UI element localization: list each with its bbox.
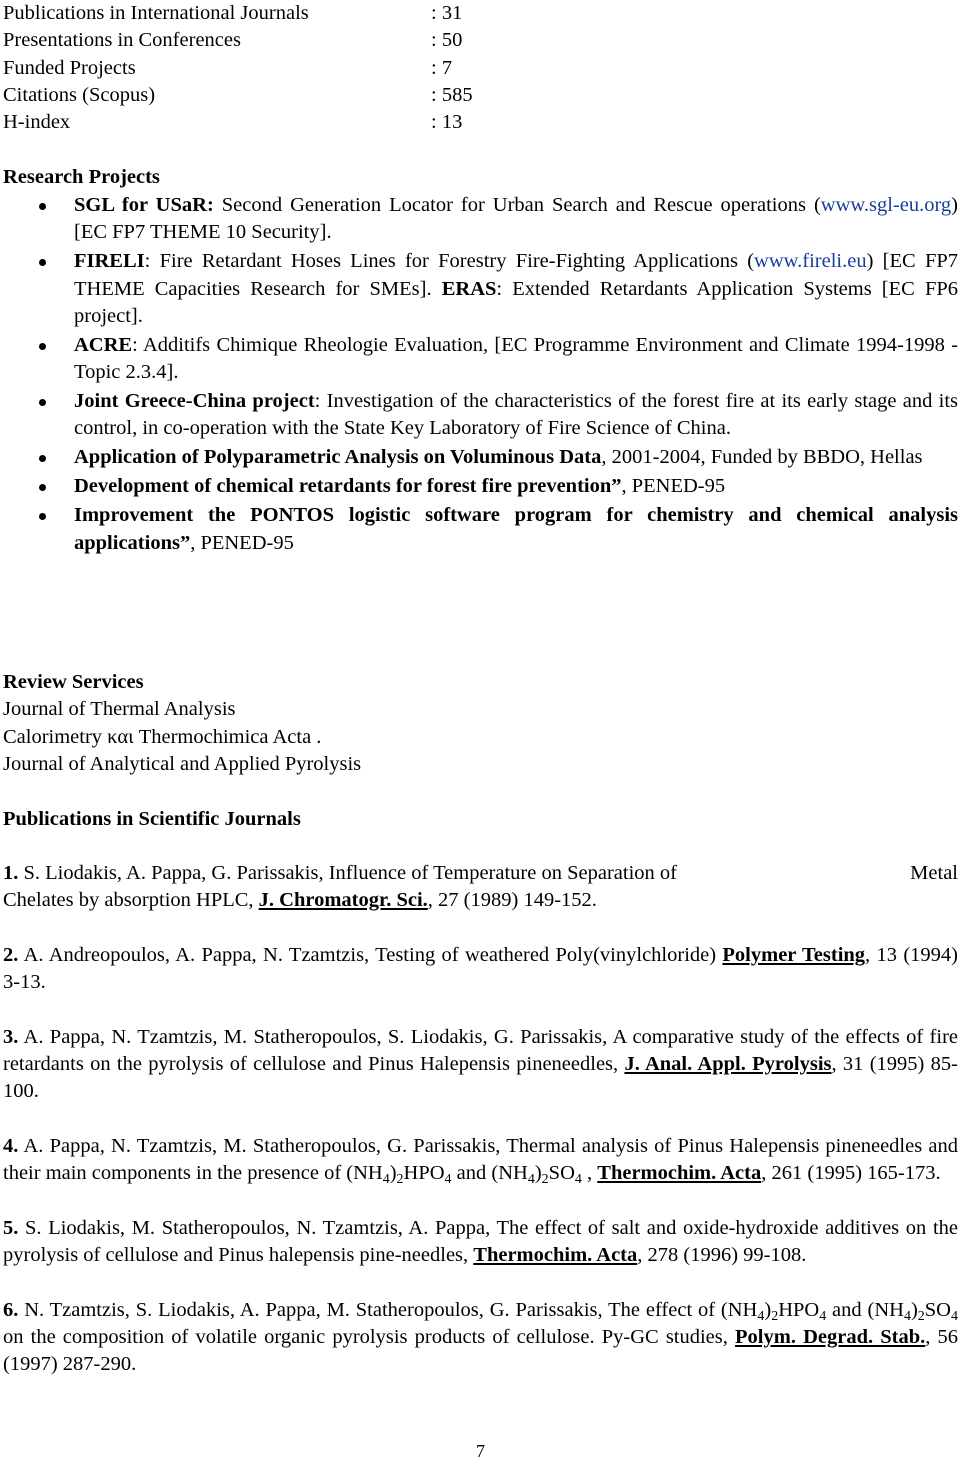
list-item [0,248,958,330]
formula-part: ) [910,1298,918,1321]
stat-label: Publications in International Journals [3,2,309,24]
subscript: 4 [951,1308,958,1324]
stat-value: : 7 [431,56,453,79]
formula-part: , [581,1162,598,1185]
formula-part: and (NH [826,1298,904,1321]
bullet-icon [39,343,46,350]
stat-label: Citations (Scopus) [3,83,156,106]
project-title: Development of chemical retardants for forest fire prevention” [74,475,622,498]
subscript: 4 [574,1172,582,1188]
project-text: : Investigation of the characteristics of the forest fire at its early stage and its control, in co-operation with the State Key Laboratory of Fire Science of China. [74,390,958,440]
publication-number: 3. [3,1025,19,1048]
journal-name[interactable]: Thermochim. Acta [597,1162,762,1185]
subscript: 2 [396,1172,404,1188]
subscript: 4 [903,1308,911,1324]
formula-part: and (NH [451,1162,528,1185]
stat-row [3,0,603,27]
publication-number: 5. [3,1216,19,1239]
publication-citation: , 13 (1994) 3-13. [3,943,958,994]
project-title: ERAS [441,277,497,300]
publication-number: 4. [3,1134,19,1157]
publication-number: 1. [3,862,19,884]
review-item: Journal of Analytical and Applied Pyrolysis [3,752,362,775]
publication-authors: A. Pappa, N. Tzamtzis, M. Statheropoulos, G. Parissakis, Thermal analysis of Pinus Halepensis pineneedles and their main components in the presence of (NH [3,1134,958,1185]
formula-part: on the composition of volatile organic pyrolysis products of cellulose. Py-GC studies, [3,1326,736,1349]
project-title: SGL for USaR: [74,194,214,216]
page-number: 7 [476,1441,485,1461]
stat-row [3,55,603,82]
list-item [0,388,958,443]
project-link[interactable]: www.fireli.eu [754,250,867,273]
review-services-heading: Review Services [3,671,144,693]
publication-first-line [3,860,958,887]
review-item: Calorimetry και Thermochimica Acta . [3,725,322,748]
research-projects-heading: Research Projects [3,166,160,188]
subscript: 4 [819,1308,827,1324]
publication-citation: , 261 (1995) 165-173. [761,1162,941,1185]
bullet-icon [39,203,46,210]
subscript: 4 [527,1172,535,1188]
project-text: , 2001-2004, Funded by BBDO, Hellas [601,446,923,469]
list-item [0,444,958,471]
journal-name[interactable]: Polymer Testing [722,943,866,966]
project-text: : Extended Retardants Application Systems [EC FP6 project]. [74,277,958,327]
journal-name[interactable]: Polym. Degrad. Stab. [735,1326,926,1349]
formula-part: HPO [403,1162,445,1185]
journal-name[interactable]: J. Anal. Appl. Pyrolysis [624,1053,832,1076]
project-title: ACRE [74,333,133,356]
publication-number: 6. [3,1298,19,1321]
stat-label: Presentations in Conferences [3,29,241,52]
stat-value: : 50 [431,29,463,52]
project-text: : Additifs Chimique Rheologie Evaluation, [EC Programme Environment and Climate 1994-1998 - Topic 2.3.4]. [74,333,958,384]
formula-part: SO [924,1298,951,1321]
project-title: FIRELI [74,250,145,273]
subscript: 2 [541,1172,549,1188]
bullet-icon [39,455,46,462]
publication-citation: , 278 (1996) 99-108. [637,1244,807,1267]
review-item: Journal of Thermal Analysis [3,698,236,721]
publications-list [3,860,958,1406]
stat-value: : 13 [431,111,463,134]
publication-word: Metal [910,862,958,884]
publication-authors: A. Andreopoulos, A. Pappa, N. Tzamtzis, Testing of weathered Poly(vinylchloride) [18,943,723,966]
stat-row [3,82,603,109]
journal-name[interactable]: Thermochim. Acta [473,1244,638,1267]
stat-label: Funded Projects [3,56,136,79]
stat-label: H-index [3,111,71,134]
publication-number: 2. [3,943,19,966]
bullet-icon [39,513,46,520]
publication-citation: , 27 (1989) 149-152. [427,889,597,912]
stat-row [3,109,603,136]
project-text: , PENED-95 [190,531,294,554]
project-text: Second Generation Locator for Urban Search and Rescue operations ( [213,194,821,216]
project-text: , PENED-95 [621,475,726,498]
stat-value: : 31 [431,2,463,24]
project-title: Joint Greece-China project [74,390,315,413]
publication-authors: A. Pappa, N. Tzamtzis, M. Statheropoulos, S. Liodakis, G. Parissakis, A comparative study of the effects of fire retardants on the pyrolysis of cellulose and Pinus Halepensis pineneedles, [3,1025,958,1076]
subscript: 2 [771,1308,779,1324]
publication-authors: N. Tzamtzis, S. Liodakis, A. Pappa, M. Statheropoulos, G. Parissakis, The effect of (NH [18,1298,758,1321]
publication-item [3,1297,958,1379]
formula-part: HPO [778,1298,820,1321]
summary-stats [3,0,603,136]
list-item [0,473,958,500]
publication-citation: , 56 (1997) 287-290. [3,1326,959,1376]
publication-item [3,1024,958,1106]
research-projects-list [0,192,958,559]
list-item [0,332,958,387]
publication-item [3,860,958,915]
publication-text: Chelates by absorption HPLC, [3,889,259,912]
bullet-icon [39,259,46,266]
journal-name[interactable]: J. Chromatogr. Sci. [258,889,428,912]
project-text: : Fire Retardant Hoses Lines for Forestry Fire-Fighting Applications ( [144,250,755,273]
stat-row [3,27,603,54]
formula-part: ) [534,1162,542,1185]
project-link[interactable]: www.sgl-eu.org [820,194,952,216]
project-text: ) [EC FP7 THEME Capacities Research for SMEs]. [74,250,958,300]
stat-value: : 585 [431,83,473,106]
formula-part: ) [389,1162,397,1185]
bullet-icon [39,399,46,406]
formula-part: SO [548,1162,575,1185]
project-title: Application of Polyparametric Analysis on Voluminous Data [74,446,602,469]
publication-citation: , 31 (1995) 85-100. [3,1053,958,1103]
publication-item [3,942,958,997]
project-title: Improvement the PONTOS logistic software program for chemistry and chemical analysis applications” [74,504,958,554]
subscript: 4 [757,1308,765,1324]
publications-heading: Publications in Scientific Journals [3,808,301,830]
subscript: 4 [444,1172,452,1188]
publication-authors: S. Liodakis, M. Statheropoulos, N. Tzamtzis, A. Pappa, The effect of salt and oxide-hydroxide additives on the pyrolysis of cellulose and Pinus halepensis pine-needles, [3,1216,958,1267]
publication-item [3,1215,958,1270]
list-item [0,192,958,247]
bullet-icon [39,484,46,491]
formula-part: ) [764,1298,772,1321]
publication-item [3,1133,958,1188]
publication-authors: S. Liodakis, A. Pappa, G. Parissakis, Influence of Temperature on Separation of [18,862,677,884]
list-item [0,502,958,557]
project-text: ) [EC FP7 THEME 10 Security]. [74,194,958,244]
review-services [3,669,903,778]
subscript: 4 [382,1172,390,1188]
subscript: 2 [917,1308,925,1324]
